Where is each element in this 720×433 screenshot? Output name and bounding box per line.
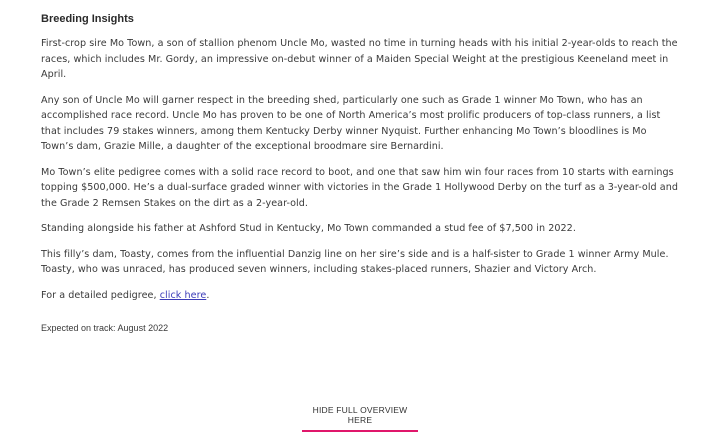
paragraph-uncle-mo: Any son of Uncle Mo will garner respect in the breeding shed, particularly one such as Grade 1 winner Mo Town, who has an accomplished race record. Uncle Mo has proven to be one of North America’s most prolific producers of top-class runners, a list that includes 79 stakes winners, among them Kentucky Derby winner Nyquist. Further enhancing Mo Town’s bloodlines is Mo Town’s dam, Grazie Mille, a daughter of the exceptional broodmare sire Bernardini.	[41, 94, 661, 152]
hide-overview-button[interactable]: HIDE FULL OVERVIEW HERE	[302, 405, 418, 432]
paragraph-first-crop: First-crop sire Mo Town, a son of stallion phenom Uncle Mo, wasted no time in turning heads with his initial 2-year-olds to reach the races, which includes Mr. Gordy, an impressive on-debut winner of a Maiden Special Weight at the prestigious Keeneland meet in April.	[41, 38, 678, 80]
pedigree-suffix-text: .	[206, 289, 210, 301]
paragraph-stud-fee: Standing alongside his father at Ashford Stud in Kentucky, Mo Town commanded a stud fee of $7,500 in 2022.	[41, 223, 576, 234]
paragraph-race-record: Mo Town’s elite pedigree comes with a solid race record to boot, and one that saw him win four races from 10 starts with earnings topping $500,000. He’s a dual-surface graded winner with victories in the Grade 1 Hollywood Derby on the turf as a 3-year-old and the Grade 2 Remsen Stakes on the dirt as a 2-year-old.	[41, 166, 678, 209]
paragraph-dam: This filly’s dam, Toasty, comes from the influential Danzig line on her sire’s side and is a half-sister to Grade 1 winner Army Mule. Toasty, who was unraced, has produced seven winners, including stakes-placed runners, Shazier and Victory Arch.	[41, 248, 669, 275]
overview-toggle-container	[0, 405, 720, 432]
pedigree-prefix-text: For a detailed pedigree,	[41, 289, 160, 301]
expected-on-track-text: Expected on track: August 2022	[41, 323, 169, 333]
pedigree-link[interactable]: click here	[159, 289, 207, 301]
breeding-insights-section	[41, 12, 681, 313]
paragraph-pedigree	[41, 288, 681, 304]
section-heading: Breeding Insights	[41, 13, 134, 25]
